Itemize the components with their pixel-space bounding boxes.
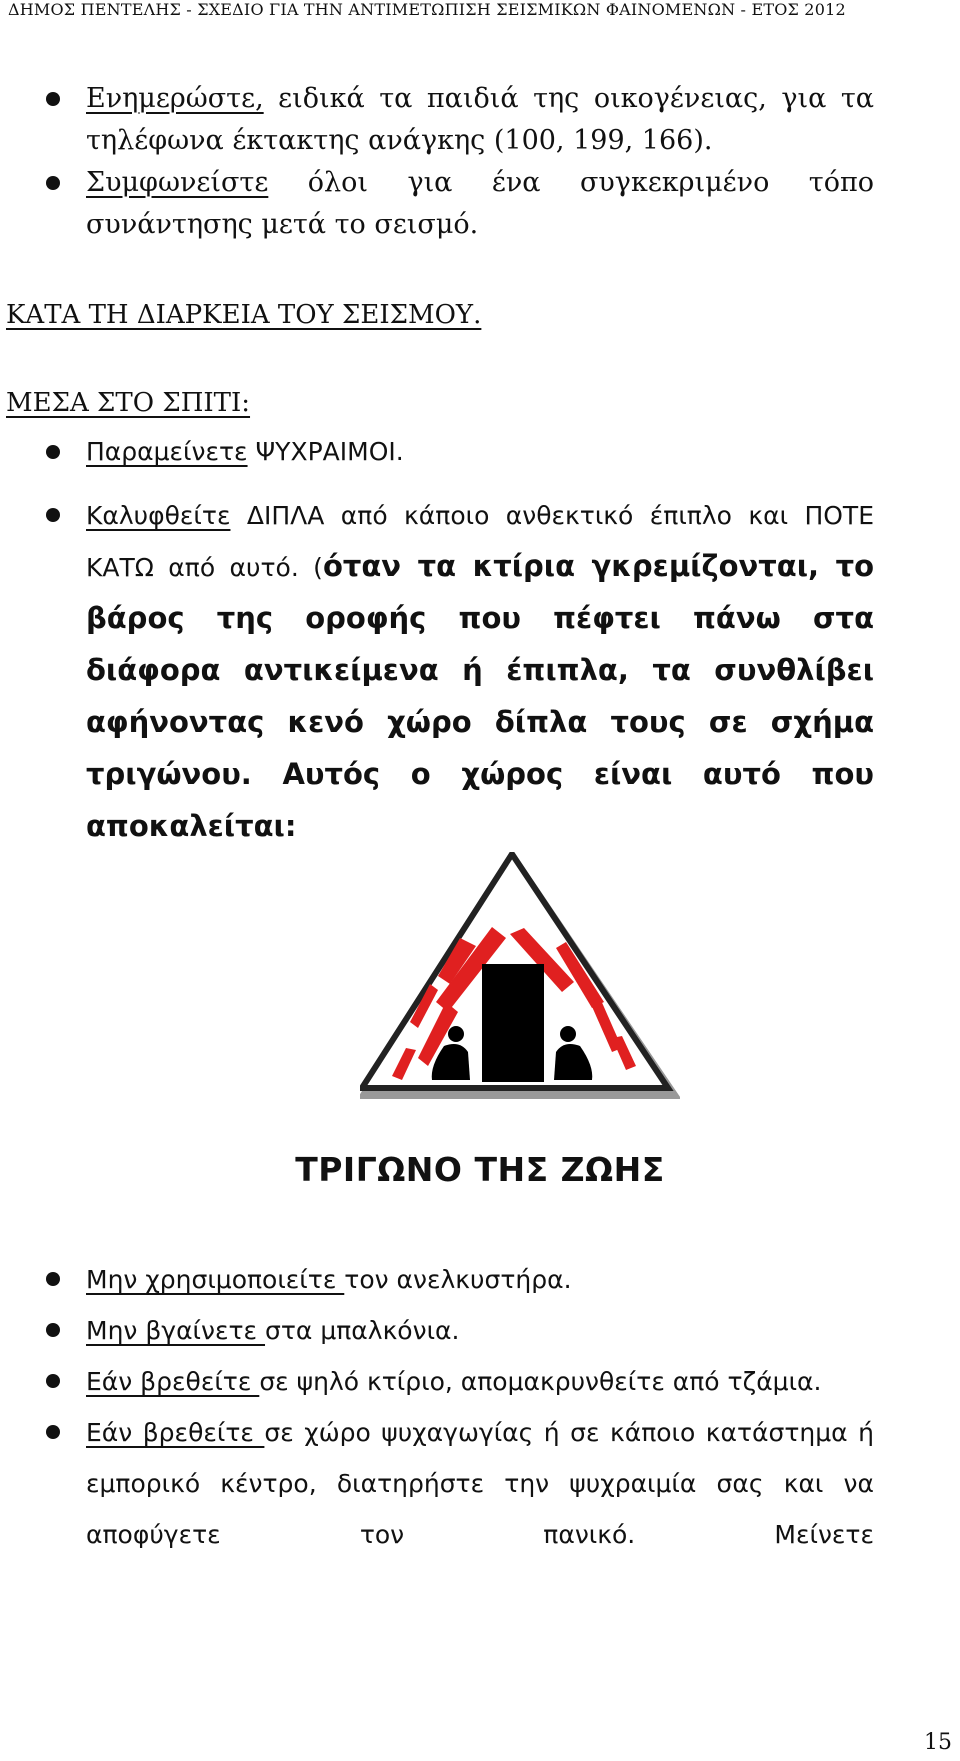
list-item-keyword: Εάν βρεθείτε — [86, 1418, 265, 1447]
bullet-icon — [46, 1323, 60, 1337]
list-item — [0, 1305, 874, 1356]
list-item-keyword: Καλυφθείτε — [86, 501, 231, 530]
running-header: ΔΗΜΟΣ ΠΕΝΤΕΛΗΣ - ΣΧΕΔΙΟ ΓΙΑ ΤΗΝ ΑΝΤΙΜΕΤΩΠΙΣΗ ΣΕΙΣΜΙΚΩΝ ΦΑΙΝΟΜΕΝΩΝ - ΕΤΟΣ 2012 — [8, 0, 846, 19]
subsection-heading: ΜΕΣΑ ΣΤΟ ΣΠΙΤΙ: — [6, 388, 251, 418]
right-person-head — [560, 1026, 576, 1042]
bullet-icon — [46, 1272, 60, 1286]
after-bullet-list — [0, 1254, 960, 1560]
home-bullet-list — [0, 432, 960, 853]
bullet-icon — [46, 508, 60, 522]
bullet-icon — [46, 92, 60, 106]
bullet-icon — [46, 1374, 60, 1388]
list-item-keyword: Μην βγαίνετε — [86, 1316, 266, 1345]
list-item-keyword: Συμφωνείστε — [86, 167, 269, 198]
triangle-of-life-icon — [360, 852, 680, 1102]
list-item-keyword: Εάν βρεθείτε — [86, 1367, 260, 1396]
bullet-icon — [46, 445, 60, 459]
bullet-icon — [46, 1425, 60, 1439]
list-item-emphasis: όταν τα κτίρια γκρεμίζονται, το βάρος της οροφής που πέφτει πάνω στα διάφορα αντικείμενα ή έπιπλα, τα συνθλίβει αφήνοντας κενό χώρο δίπλα τους σε σχήμα τριγώνου. Αυτός ο χώρος είναι αυτό που αποκαλείται: — [86, 549, 875, 843]
section-heading: ΚΑΤΑ ΤΗ ΔΙΑΡΚΕΙΑ ΤΟΥ ΣΕΙΣΜΟΥ. — [6, 300, 482, 330]
list-item — [0, 1356, 874, 1407]
list-item — [0, 1254, 874, 1305]
list-item — [0, 432, 874, 486]
list-item-keyword: Μην χρησιμοποιείτε — [86, 1265, 345, 1294]
intro-bullet-list — [0, 78, 960, 246]
list-item-text: ΔΙΠΛΑ από κάποιο ανθεκτικό έπιπλο και ΠΟΤΕ ΚΑΤΩ από αυτό. ( — [86, 501, 874, 582]
list-item-text: σε ψηλό κτίριο, απομακρυνθείτε από τζάμια. — [259, 1367, 822, 1396]
list-item — [0, 78, 874, 162]
list-item — [0, 1407, 874, 1560]
left-person-head — [448, 1026, 464, 1042]
list-item-text: στα μπαλκόνια. — [265, 1316, 460, 1345]
list-item-keyword: Παραμείνετε — [86, 437, 248, 466]
list-item — [0, 490, 874, 853]
list-item-text: ειδικά τα παιδιά της οικογένειας, για τα τηλέφωνα έκτακτης ανάγκης (100, 199, 166). — [86, 83, 874, 156]
bullet-icon — [46, 176, 60, 190]
cabinet-shape — [482, 964, 544, 1082]
list-item-text: τον ανελκυστήρα. — [344, 1265, 572, 1294]
list-item — [0, 162, 874, 246]
list-item-text: όλοι για ένα συγκεκριμένο τόπο συνάντησης μετά το σεισμό. — [86, 167, 874, 240]
page-number: 15 — [924, 1730, 952, 1755]
list-item-text: σε χώρο ψυχαγωγίας ή σε κάποιο κατάστημα ή εμπορικό κέντρο, διατηρήστε την ψυχραιμία σας και να αποφύγετε τον πανικό. Μείνετε — [86, 1418, 874, 1549]
list-item-keyword: Ενημερώστε, — [86, 83, 264, 114]
figure-caption: ΤΡΙΓΩΝΟ ΤΗΣ ΖΩΗΣ — [295, 1150, 665, 1189]
list-item-text: ΨΥΧΡΑΙΜΟΙ. — [247, 437, 404, 466]
